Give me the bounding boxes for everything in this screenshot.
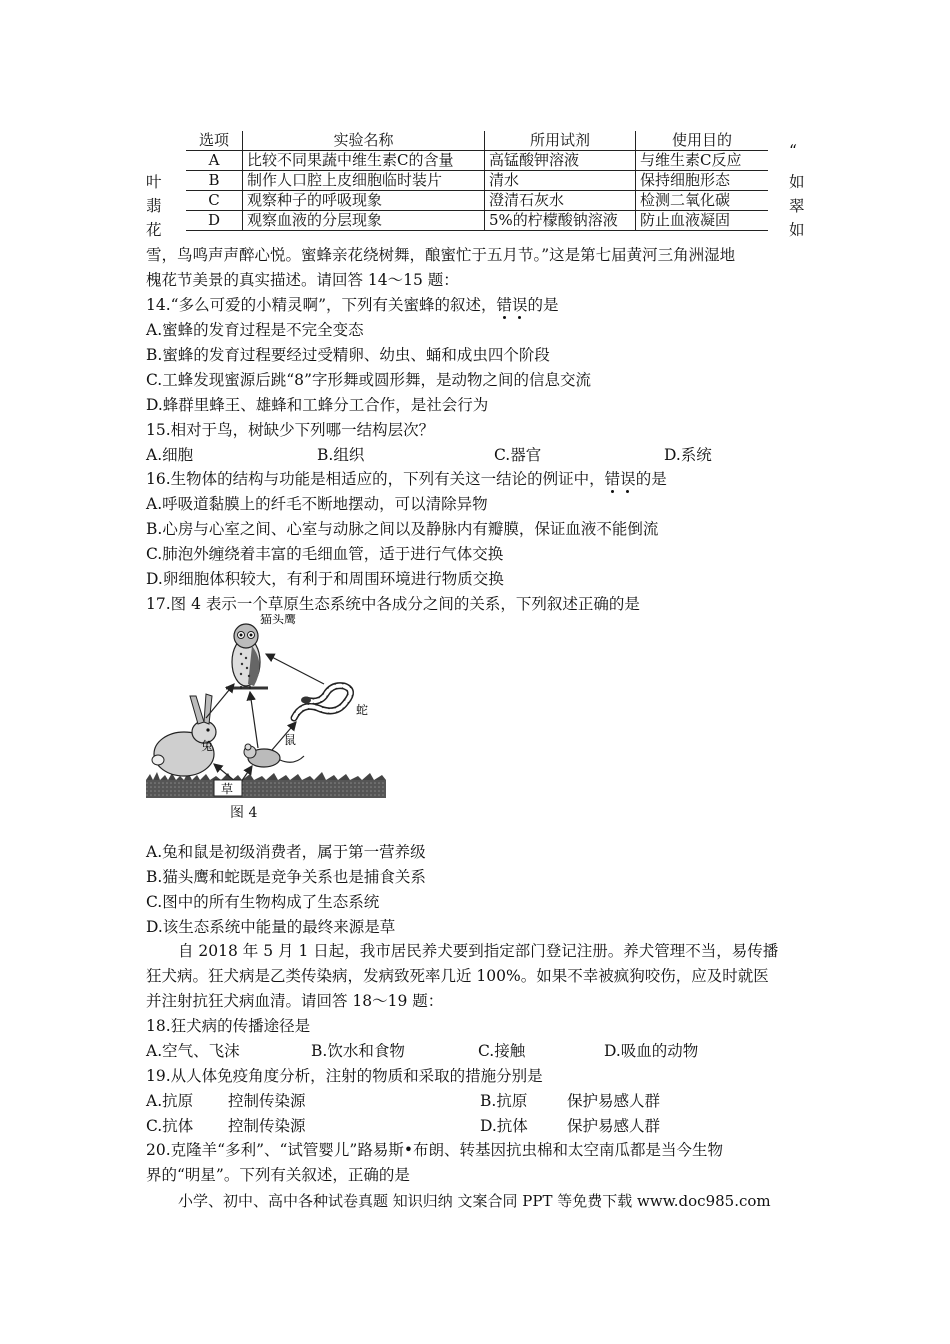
table-cell: 观察种子的呼吸现象 xyxy=(243,191,485,211)
side-char: “ xyxy=(789,142,797,160)
table-cell: 制作人口腔上皮细胞临时装片 xyxy=(243,171,485,191)
option-c-text: 控制传染源 xyxy=(228,1117,306,1135)
rabbit-label: 兔 xyxy=(201,739,214,753)
side-char: 翡 xyxy=(146,197,162,215)
option-c: C.工蜂发现蜜源后跳“8”字形舞或圆形舞，是动物之间的信息交流 xyxy=(146,371,591,389)
ground-band xyxy=(146,780,386,798)
figure-caption: 图 4 xyxy=(230,805,258,821)
option-c: C.图中的所有生物构成了生态系统 xyxy=(146,893,380,911)
option-a-label: A.抗原 xyxy=(146,1092,194,1110)
experiment-table xyxy=(186,131,768,231)
table-row xyxy=(186,171,768,191)
food-web-illustration xyxy=(146,614,386,800)
intro-line: 雪，鸟鸣声声醉心悦。蜜蜂亲花绕树舞，酿蜜忙于五月节。”这是第七届黄河三角洲湿地 xyxy=(146,246,736,264)
passage-line: 狂犬病。狂犬病是乙类传染病，发病致死率几近 100%。如果不幸被疯狗咬伤，应及时就医 xyxy=(146,967,769,985)
snake-drawing xyxy=(294,686,351,718)
rabbit-drawing xyxy=(152,694,216,776)
option-b: B.猫头鹰和蛇既是竞争关系也是捕食关系 xyxy=(146,868,426,886)
table-header-cell: 实验名称 xyxy=(243,131,485,151)
question-14-stem xyxy=(146,295,559,315)
question-18-stem: 18.狂犬病的传播途径是 xyxy=(146,1017,311,1035)
option-c-label: C.抗体 xyxy=(146,1117,194,1135)
emphasis-char: 错 xyxy=(496,296,513,314)
side-char: 如 xyxy=(789,173,805,191)
option-a-text: 控制传染源 xyxy=(228,1092,306,1110)
table-cell: 保持细胞形态 xyxy=(636,171,769,191)
option-b: B.心房与心室之间、心室与动脉之间以及静脉内有瓣膜，保证血液不能倒流 xyxy=(146,520,659,538)
table-cell: 比较不同果蔬中维生素C的含量 xyxy=(243,151,485,171)
table-header-cell: 选项 xyxy=(186,131,243,151)
option-c: C.肺泡外缠绕着丰富的毛细血管，适于进行气体交换 xyxy=(146,545,504,563)
option-d: D.该生态系统中能量的最终来源是草 xyxy=(146,918,396,936)
question-20-stem: 20.克隆羊“多利”、“试管婴儿”路易斯•布朗、转基因抗虫棉和太空南瓜都是当今生物 xyxy=(146,1141,723,1159)
owl-label: 猫头鹰 xyxy=(260,614,297,626)
table-row xyxy=(186,151,768,171)
side-char: 花 xyxy=(146,221,162,239)
table-cell: 澄清石灰水 xyxy=(485,191,636,211)
option-a: A.空气、飞沫 xyxy=(146,1042,240,1060)
option-b-text: 保护易感人群 xyxy=(567,1092,661,1110)
option-a: A.呼吸道黏膜上的纤毛不断地摆动，可以清除异物 xyxy=(146,495,488,513)
option-d-label: D.抗体 xyxy=(480,1117,528,1135)
option-d: D.卵细胞体积较大，有利于和周围环境进行物质交换 xyxy=(146,570,504,588)
intro-line: 槐花节美景的真实描述。请回答 14～15 题： xyxy=(146,271,459,289)
footer-text: 小学、初中、高中各种试卷真题 知识归纳 文案合同 PPT 等免费下载 www.doc985.com xyxy=(178,1192,771,1210)
table-header-cell: 使用目的 xyxy=(636,131,769,151)
table-row xyxy=(186,211,768,231)
question-19-stem: 19.从人体免疫角度分析，注射的物质和采取的措施分别是 xyxy=(146,1067,543,1085)
table-cell: 与维生素C反应 xyxy=(636,151,769,171)
mouse-label: 鼠 xyxy=(284,733,297,747)
passage-line: 并注射抗狂犬病血清。请回答 18～19 题： xyxy=(146,992,444,1010)
table-cell: D xyxy=(186,211,243,231)
table-cell: C xyxy=(186,191,243,211)
stem-text: 16.生物体的结构与功能是相适应的，下列有关这一结论的例证中， xyxy=(146,470,605,488)
option-a: A.细胞 xyxy=(146,446,194,464)
table-header-cell: 所用试剂 xyxy=(485,131,636,151)
table-cell: A xyxy=(186,151,243,171)
arrow-snake-to-owl xyxy=(266,654,324,684)
table-row xyxy=(186,191,768,211)
table-cell: 防止血液凝固 xyxy=(636,211,769,231)
owl-drawing xyxy=(226,624,268,689)
option-d: D.系统 xyxy=(664,446,712,464)
side-char: 如 xyxy=(789,221,805,239)
question-15-stem: 15.相对于鸟，树缺少下列哪一结构层次？ xyxy=(146,421,435,439)
option-a: A.蜜蜂的发育过程是不完全变态 xyxy=(146,321,364,339)
question-17-stem: 17.图 4 表示一个草原生态系统中各成分之间的关系，下列叙述正确的是 xyxy=(146,595,640,613)
table-cell: 5%的柠檬酸钠溶液 xyxy=(485,211,636,231)
question-20-stem-cont: 界的“明星”。下列有关叙述，正确的是 xyxy=(146,1166,410,1184)
stem-tail: 的是 xyxy=(635,470,667,488)
option-b-label: B.抗原 xyxy=(480,1092,528,1110)
arrow-mouse-to-owl xyxy=(250,692,258,748)
option-b: B.饮水和食物 xyxy=(311,1042,405,1060)
option-c: C.接触 xyxy=(478,1042,526,1060)
emphasis-char: 误 xyxy=(620,470,636,488)
option-b: B.组织 xyxy=(317,446,365,464)
option-b: B.蜜蜂的发育过程要经过受精卵、幼虫、蛹和成虫四个阶段 xyxy=(146,346,550,364)
emphasis-char: 误 xyxy=(512,296,528,314)
food-web-figure xyxy=(146,614,386,800)
emphasis-char: 错 xyxy=(604,470,621,488)
side-char: 翠 xyxy=(789,197,805,215)
table-cell: 检测二氧化碳 xyxy=(636,191,769,211)
table-cell: 高锰酸钾溶液 xyxy=(485,151,636,171)
side-char: 叶 xyxy=(146,173,162,191)
grass-label: 草 xyxy=(221,782,234,796)
table-cell: 清水 xyxy=(485,171,636,191)
stem-text: 14.“多么可爱的小精灵啊”，下列有关蜜蜂的叙述， xyxy=(146,296,497,314)
stem-tail: 的是 xyxy=(527,296,559,314)
option-d: D.吸血的动物 xyxy=(604,1042,699,1060)
passage-line: 自 2018 年 5 月 1 日起，我市居民养犬要到指定部门登记注册。养犬管理不当，易传播 xyxy=(178,942,779,960)
snake-label: 蛇 xyxy=(356,703,369,717)
table-cell: 观察血液的分层现象 xyxy=(243,211,485,231)
option-d-text: 保护易感人群 xyxy=(567,1117,661,1135)
option-a: A.兔和鼠是初级消费者，属于第一营养级 xyxy=(146,843,426,861)
table-cell: B xyxy=(186,171,243,191)
table-header-row xyxy=(186,131,768,151)
question-16-stem xyxy=(146,469,667,489)
option-c: C.器官 xyxy=(494,446,542,464)
option-d: D.蜂群里蜂王、雄蜂和工蜂分工合作，是社会行为 xyxy=(146,396,489,414)
